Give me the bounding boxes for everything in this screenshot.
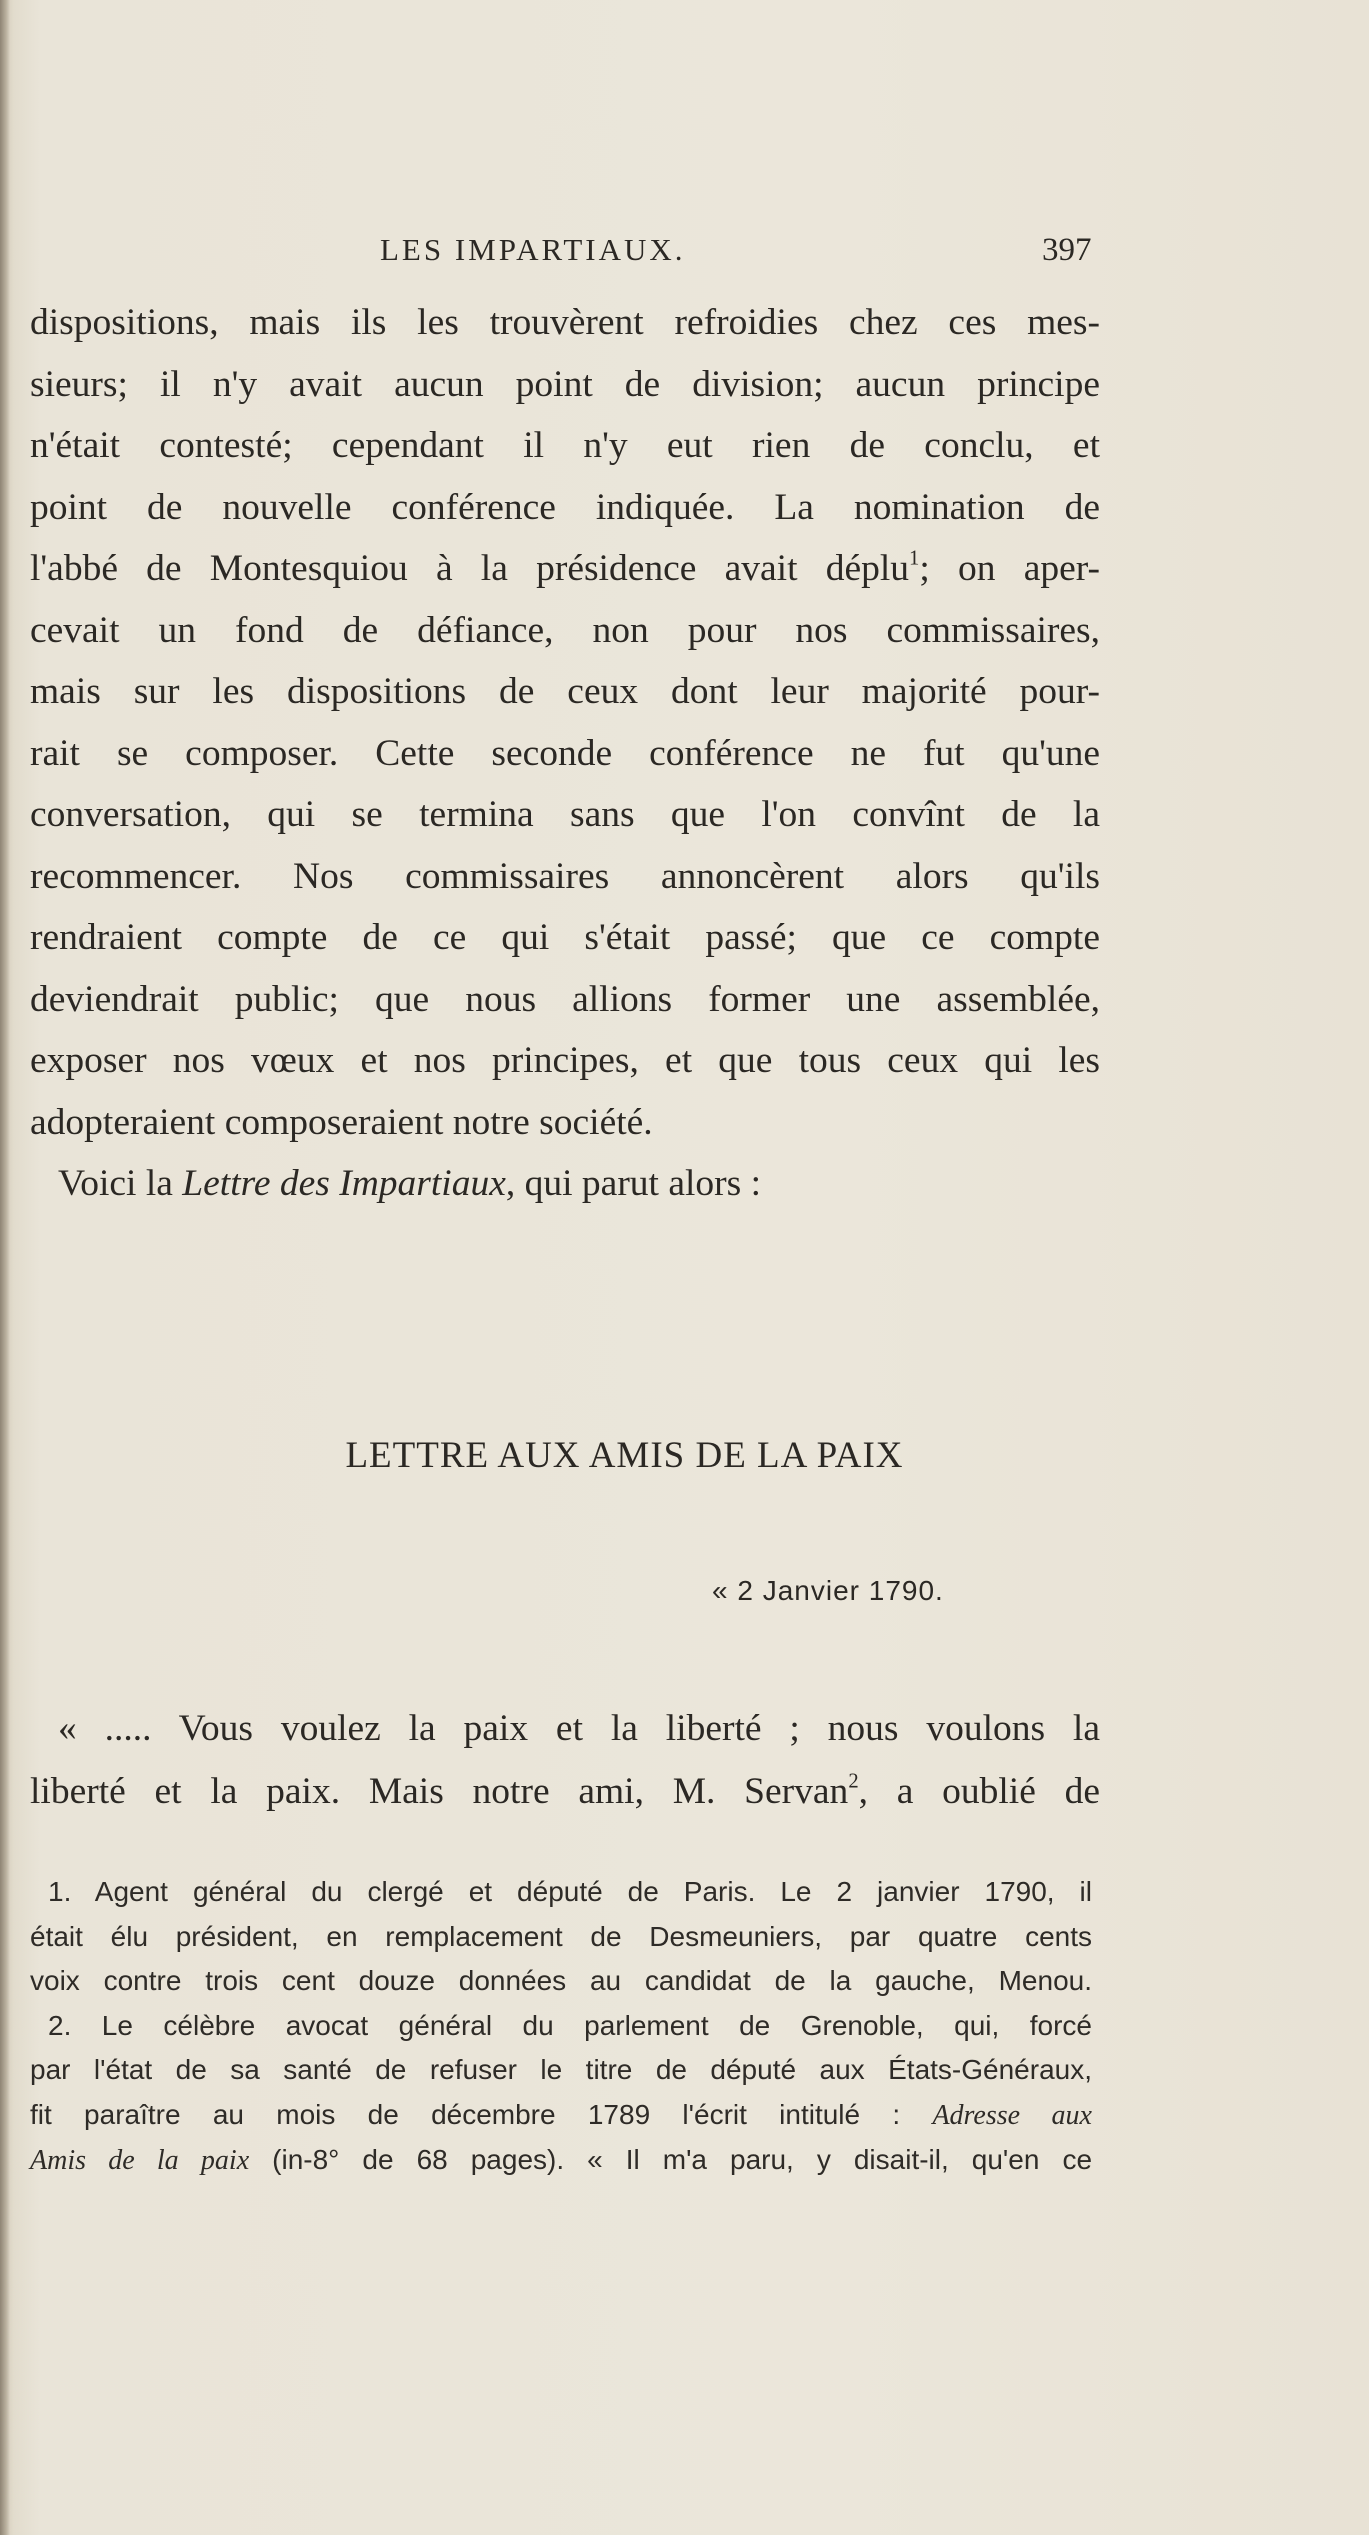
footnote-ref-2: 2 <box>848 1770 859 1793</box>
page-number: 397 <box>1042 232 1092 268</box>
body-paragraph <box>30 292 1100 1215</box>
letter-title <box>0 1434 1369 1477</box>
intro-suffix: , qui parut alors : <box>505 1163 762 1204</box>
letter-dateline: « 2 Janvier 1790. <box>712 1575 944 1606</box>
footnote-title-italic: Amis de la paix <box>30 2145 250 2176</box>
footnote-line: voix contre trois cent douze données au candidat de la gauche, Menou. <box>30 1965 1092 1996</box>
intro-title-italic: Lettre des Impartiaux <box>182 1163 506 1204</box>
letter-line-tail: , a oublié de <box>858 1771 1100 1812</box>
letter-line: « ..... Vous voulez la paix et la liberté ; nous voulons la <box>58 1708 1100 1749</box>
footnote-line <box>30 2138 1092 2184</box>
body-line: mais sur les dispositions de ceux dont leur majorité pour- <box>30 671 1100 712</box>
running-title: LES IMPARTIAUX. <box>380 232 686 267</box>
body-line: adopteraient composeraient notre société. <box>30 1101 653 1143</box>
footnote-line: par l'état de sa santé de refuser le titre de député aux États-Généraux, <box>30 2054 1092 2085</box>
body-line: rendraient compte de ce qui s'était passé; que ce compte <box>30 917 1100 958</box>
body-line-text: l'abbé de Montesquiou à la présidence avait déplu <box>30 548 910 589</box>
letter-line-with-note <box>30 1760 1100 1823</box>
body-line: n'était contesté; cependant il n'y eut rien de conclu, et <box>30 425 1100 466</box>
body-line: sieurs; il n'y avait aucun point de division; aucun principe <box>30 363 1100 405</box>
letter-title-text: LETTRE AUX AMIS DE LA PAIX <box>345 1435 904 1476</box>
footnote-line: 1. Agent général du clergé et député de Paris. Le 2 janvier 1790, il <box>48 1876 1092 1907</box>
page-binding-edge <box>0 0 10 2535</box>
body-line: exposer nos vœux et nos principes, et que tous ceux qui les <box>30 1040 1100 1081</box>
footnote-title-italic: Adresse aux <box>932 2099 1092 2131</box>
footnote-line: était élu président, en remplacement de Desmeuniers, par quatre cents <box>30 1920 1092 1952</box>
footnote-line-text: (in-8° de 68 pages). « Il m'a paru, y disait-il, qu'en ce <box>272 2144 1093 2175</box>
letter-opening <box>30 1697 1100 1823</box>
body-line-with-note <box>30 538 1100 600</box>
footnote-line-text: fit paraître au mois de décembre 1789 l'écrit intitulé : <box>30 2098 901 2130</box>
body-line: conversation, qui se termina sans que l'on convînt de la <box>30 794 1100 835</box>
letter-line-text: liberté et la paix. Mais notre ami, M. Servan <box>30 1771 849 1812</box>
footnote-line: 2. Le célèbre avocat général du parlement de Grenoble, qui, forcé <box>48 2009 1092 2041</box>
intro-prefix: Voici la <box>58 1163 173 1204</box>
intro-line <box>30 1153 1100 1215</box>
body-line: rait se composer. Cette seconde conférence ne fut qu'une <box>30 732 1100 774</box>
footnote-line <box>30 2093 1092 2139</box>
body-line: recommencer. Nos commissaires annoncèrent alors qu'ils <box>30 855 1100 897</box>
body-line: deviendrait public; que nous allions former une assemblée, <box>30 978 1100 1020</box>
footnotes <box>30 1870 1092 2184</box>
body-line: dispositions, mais ils les trouvèrent refroidies chez ces mes- <box>30 302 1100 343</box>
body-line-tail: ; on aper- <box>919 548 1100 589</box>
body-line: cevait un fond de défiance, non pour nos commissaires, <box>30 609 1100 651</box>
body-line: point de nouvelle conférence indiquée. La nomination de <box>30 486 1100 528</box>
footnote-ref-1: 1 <box>909 547 920 570</box>
